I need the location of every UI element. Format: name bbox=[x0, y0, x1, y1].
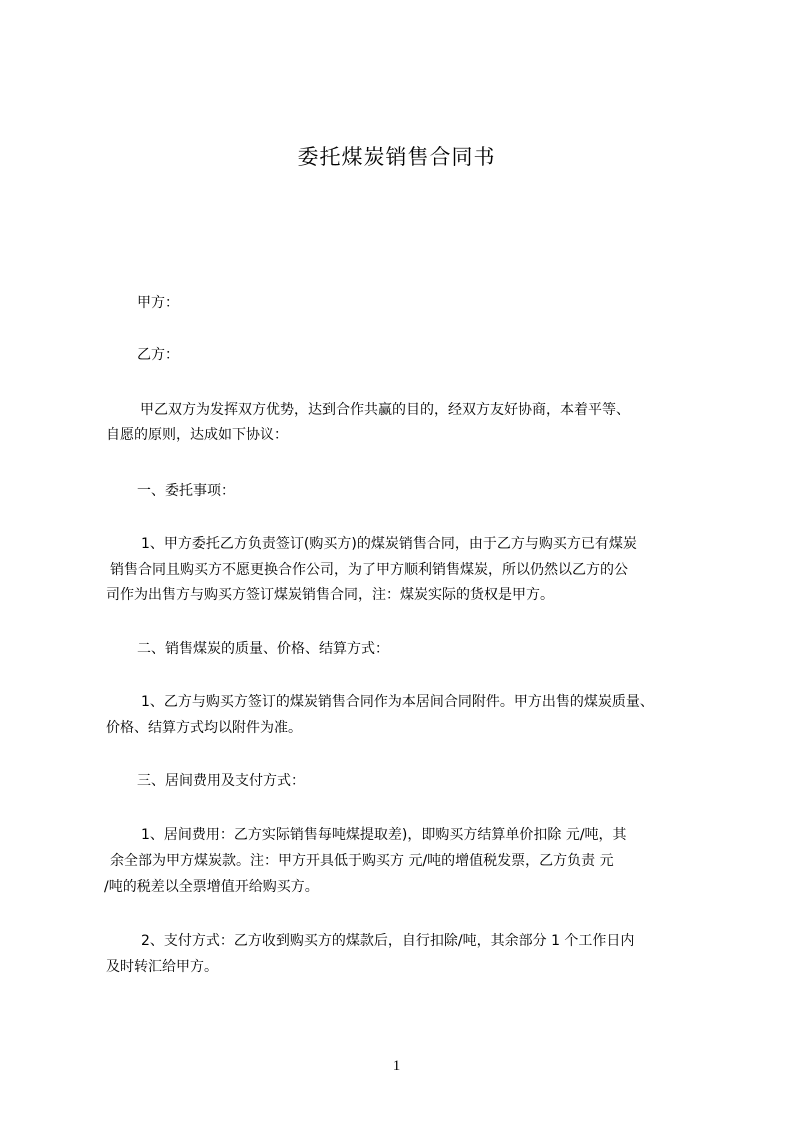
party-a-label: 甲方： bbox=[137, 295, 179, 311]
section-3-item-1-line-3: /吨的税差以全票增值开给购买方。 bbox=[104, 879, 319, 895]
section-3-heading: 三、居间费用及支付方式： bbox=[137, 773, 305, 789]
section-2-heading: 二、销售煤炭的质量、价格、结算方式： bbox=[137, 641, 389, 657]
section-3-item-2-line-2: 及时转汇给甲方。 bbox=[106, 959, 218, 975]
section-3-item-2-line-1: 2、支付方式：乙方收到购买方的煤款后，自行扣除/吨，其余部分 1 个工作日内 bbox=[141, 933, 635, 949]
page-title: 委托煤炭销售合同书 bbox=[297, 145, 496, 169]
party-b-label: 乙方： bbox=[137, 347, 179, 363]
section-3-item-1-line-2: 余全部为甲方煤炭款。注：甲方开具低于购买方 元/吨的增值税发票，乙方负责 元 bbox=[110, 853, 614, 869]
section-3-item-1-line-1: 1、居间费用：乙方实际销售每吨煤提取差)，即购买方结算单价扣除 元/吨，其 bbox=[141, 827, 627, 843]
section-2-item-1-line-2: 价格、结算方式均以附件为准。 bbox=[106, 720, 302, 736]
section-1-heading: 一、委托事项： bbox=[137, 483, 235, 499]
intro-line-1: 甲乙双方为发挥双方优势，达到合作共赢的目的，经双方友好协商，本着平等、 bbox=[140, 402, 630, 418]
section-1-item-1-line-1: 1、甲方委托乙方负责签订(购买方)的煤炭销售合同，由于乙方与购买方已有煤炭 bbox=[141, 536, 637, 552]
section-1-item-1-line-2: 销售合同且购买方不愿更换合作公司，为了甲方顺利销售煤炭，所以仍然以乙方的公 bbox=[110, 562, 628, 578]
section-1-item-1-line-3: 司作为出售方与购买方签订煤炭销售合同，注：煤炭实际的货权是甲方。 bbox=[106, 587, 554, 603]
section-2-item-1-line-1: 1、乙方与购买方签订的煤炭销售合同作为本居间合同附件。甲方出售的煤炭质量、 bbox=[141, 694, 654, 710]
page-number: 1 bbox=[392, 1058, 401, 1074]
intro-line-2: 自愿的原则，达成如下协议： bbox=[106, 427, 288, 443]
